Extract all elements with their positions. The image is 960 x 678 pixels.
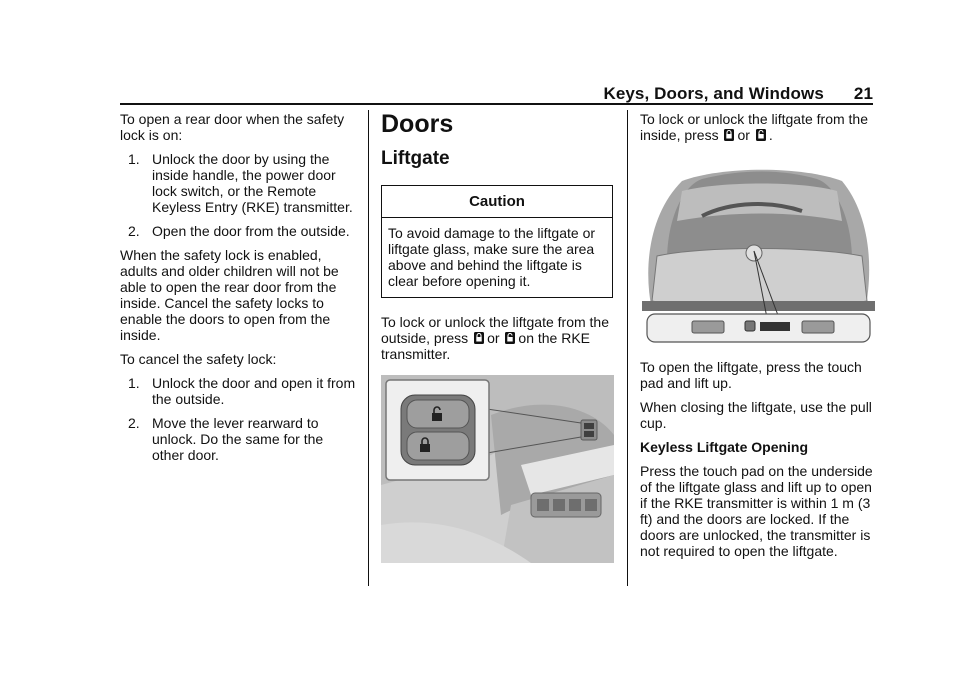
step-number: 2. [128,415,140,431]
lock-outside-paragraph [381,314,617,362]
cancel-intro: To cancel the safety lock: [120,351,277,367]
middle-column [381,111,617,370]
cancel-steps-list [120,375,356,463]
or-text: or [487,330,500,346]
inside-text: To lock or unlock the liftgate from the inside, press [640,111,868,143]
section-heading: Liftgate [381,148,450,169]
page-number: 21 [853,84,873,103]
left-column [120,111,356,471]
list-item [120,375,356,407]
list-item [120,223,356,239]
caution-box [381,185,613,298]
right-column [640,111,876,151]
step-number: 2. [128,223,140,239]
step-number: 1. [128,151,140,167]
lock-text: To lock or unlock the liftgate from the outside, press [381,314,609,346]
lock-icon [474,332,484,344]
step-number: 1. [128,375,140,391]
step-text: Open the door from the outside. [152,223,350,239]
open-steps-list [120,151,356,239]
step-text: Move the lever rearward to unlock. Do the same for the other door. [152,415,324,463]
column-divider [368,110,369,586]
page-header [603,84,873,104]
or-text: or [737,127,750,143]
page-title: Doors [381,110,454,138]
period-text: . [768,127,773,143]
lock-text-end: on the RKE transmitter. [381,330,591,362]
door-switch-illustration [381,375,614,563]
keyless-paragraph: Press the touch pad on the underside of the liftgate glass and lift up to open if the RKE transmitter is within 1 m (3 ft) and the doors are locked. If the doors are unlocked, the transmitter is not required to open the liftgate. [640,463,873,559]
list-item [120,151,356,215]
enabled-paragraph: When the safety lock is enabled, adults and older children will not be able to open the rear door from the inside. Cancel the safety locks to enable the doors to open from the inside. [120,247,339,343]
list-item [120,415,356,463]
section-title: Keys, Doors, and Windows [603,84,824,103]
open-paragraph: To open the liftgate, press the touch pad and lift up. [640,359,862,391]
right-column-lower [640,359,876,567]
lock-inside-paragraph [640,111,876,143]
column-divider [627,110,628,586]
keyless-heading: Keyless Liftgate Opening [640,439,809,455]
closing-paragraph: When closing the liftgate, use the pull cup. [640,399,872,431]
unlock-icon [756,129,766,141]
header-rule [120,103,873,105]
safety-intro: To open a rear door when the safety lock is on: [120,111,345,143]
unlock-icon [505,332,515,344]
caution-body: To avoid damage to the liftgate or liftgate glass, make sure the area above and behind the liftgate is clear before opening it. [388,225,596,289]
liftgate-illustration [642,161,875,346]
step-text: Unlock the door and open it from the outside. [152,375,356,407]
caution-title: Caution [382,186,612,218]
lock-icon [724,129,734,141]
step-text: Unlock the door by using the inside handle, the power door lock switch, or the Remote Keyless Entry (RKE) transmitter. [152,151,353,215]
